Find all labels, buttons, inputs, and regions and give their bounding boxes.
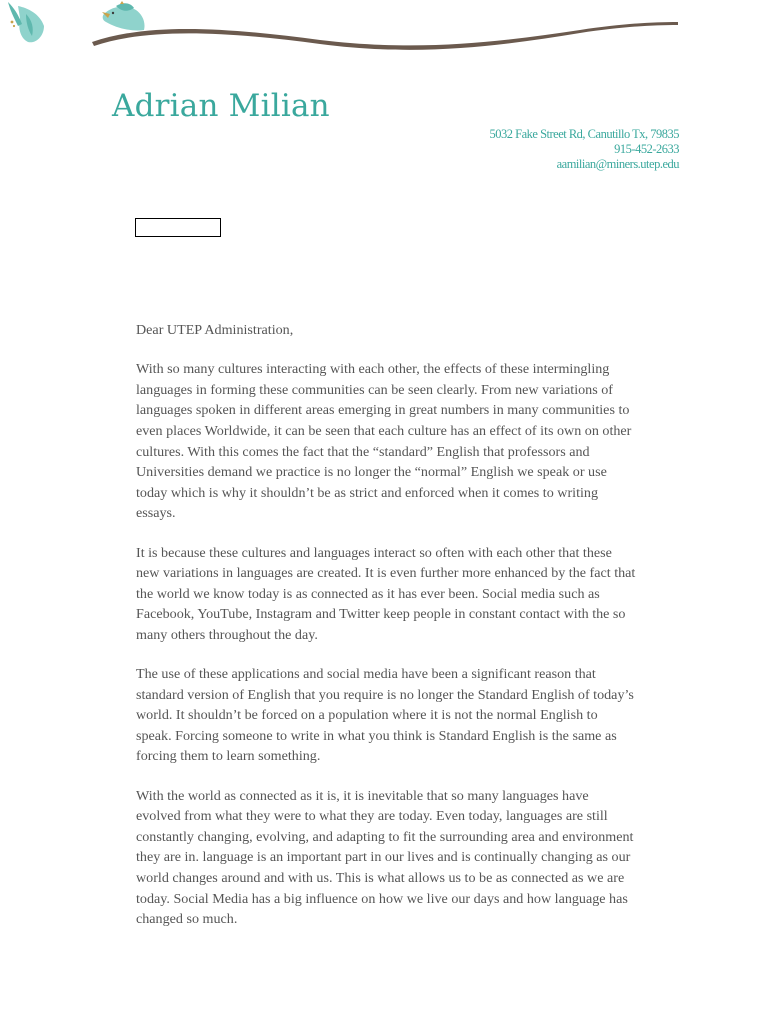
phone-line: 915-452-2633 [614,142,679,156]
branch-icon [92,22,678,50]
address-line: 5032 Fake Street Rd, Canutillo Tx, 79835 [489,127,679,141]
paragraph: With so many cultures interacting with each other, the effects of these intermingling languages in forming these communities can be seen clearly. From new variations of languages spoken in different areas emerging in great numbers in many communities to even places Worldwide, it can be seen that each culture has an effect of its own on other cultures. With this comes the fact that the “standard” English that professors and Universities demand we practice is no longer the “normal” English we speak or use today which is why it shouldn’t be as strict and enforced when it comes to writing essays. [136,361,632,522]
paragraph: It is because these cultures and languages interact so often with each other that these new variations in languages are created. It is even further more enhanced by the fact that the world we know today is as connected as it has ever been. Social media such as Facebook, YouTube, Instagram and Twitter keep people in constant contact with the so many others throughout the day. [136,544,636,643]
paragraph: With the world as connected as it is, it is inevitable that so many languages have evolved from what they were to what they are today. Even today, languages are still constantly changing, evolving, and adapting to fit the surrounding area and environment they are in. language is an important part in our lives and is continually changing as our world changes around and with us. This is what allows us to be as connected as we are today. Social Media has a big influence on how we live our days and how language has changed so much. [136,787,634,928]
salutation: Dear UTEP Administration, [136,322,294,338]
paragraph: The use of these applications and social media have been a significant reason that standard version of English that you require is no longer the Standard English of today’s world. It shouldn’t be forced on a population where it is not the normal English to speak. Forcing someone to write in what you think is Standard English is the same as forcing them to learn something. [136,666,634,765]
bird-icon [102,1,145,31]
header-decoration [0,0,768,70]
email-line: aamilian@miners.utep.edu [556,157,679,171]
letter-body [136,320,636,948]
bird-icon [8,2,44,42]
sender-name: Adrian Milian [112,88,330,124]
contact-block [490,127,679,172]
date-field[interactable] [135,218,221,237]
